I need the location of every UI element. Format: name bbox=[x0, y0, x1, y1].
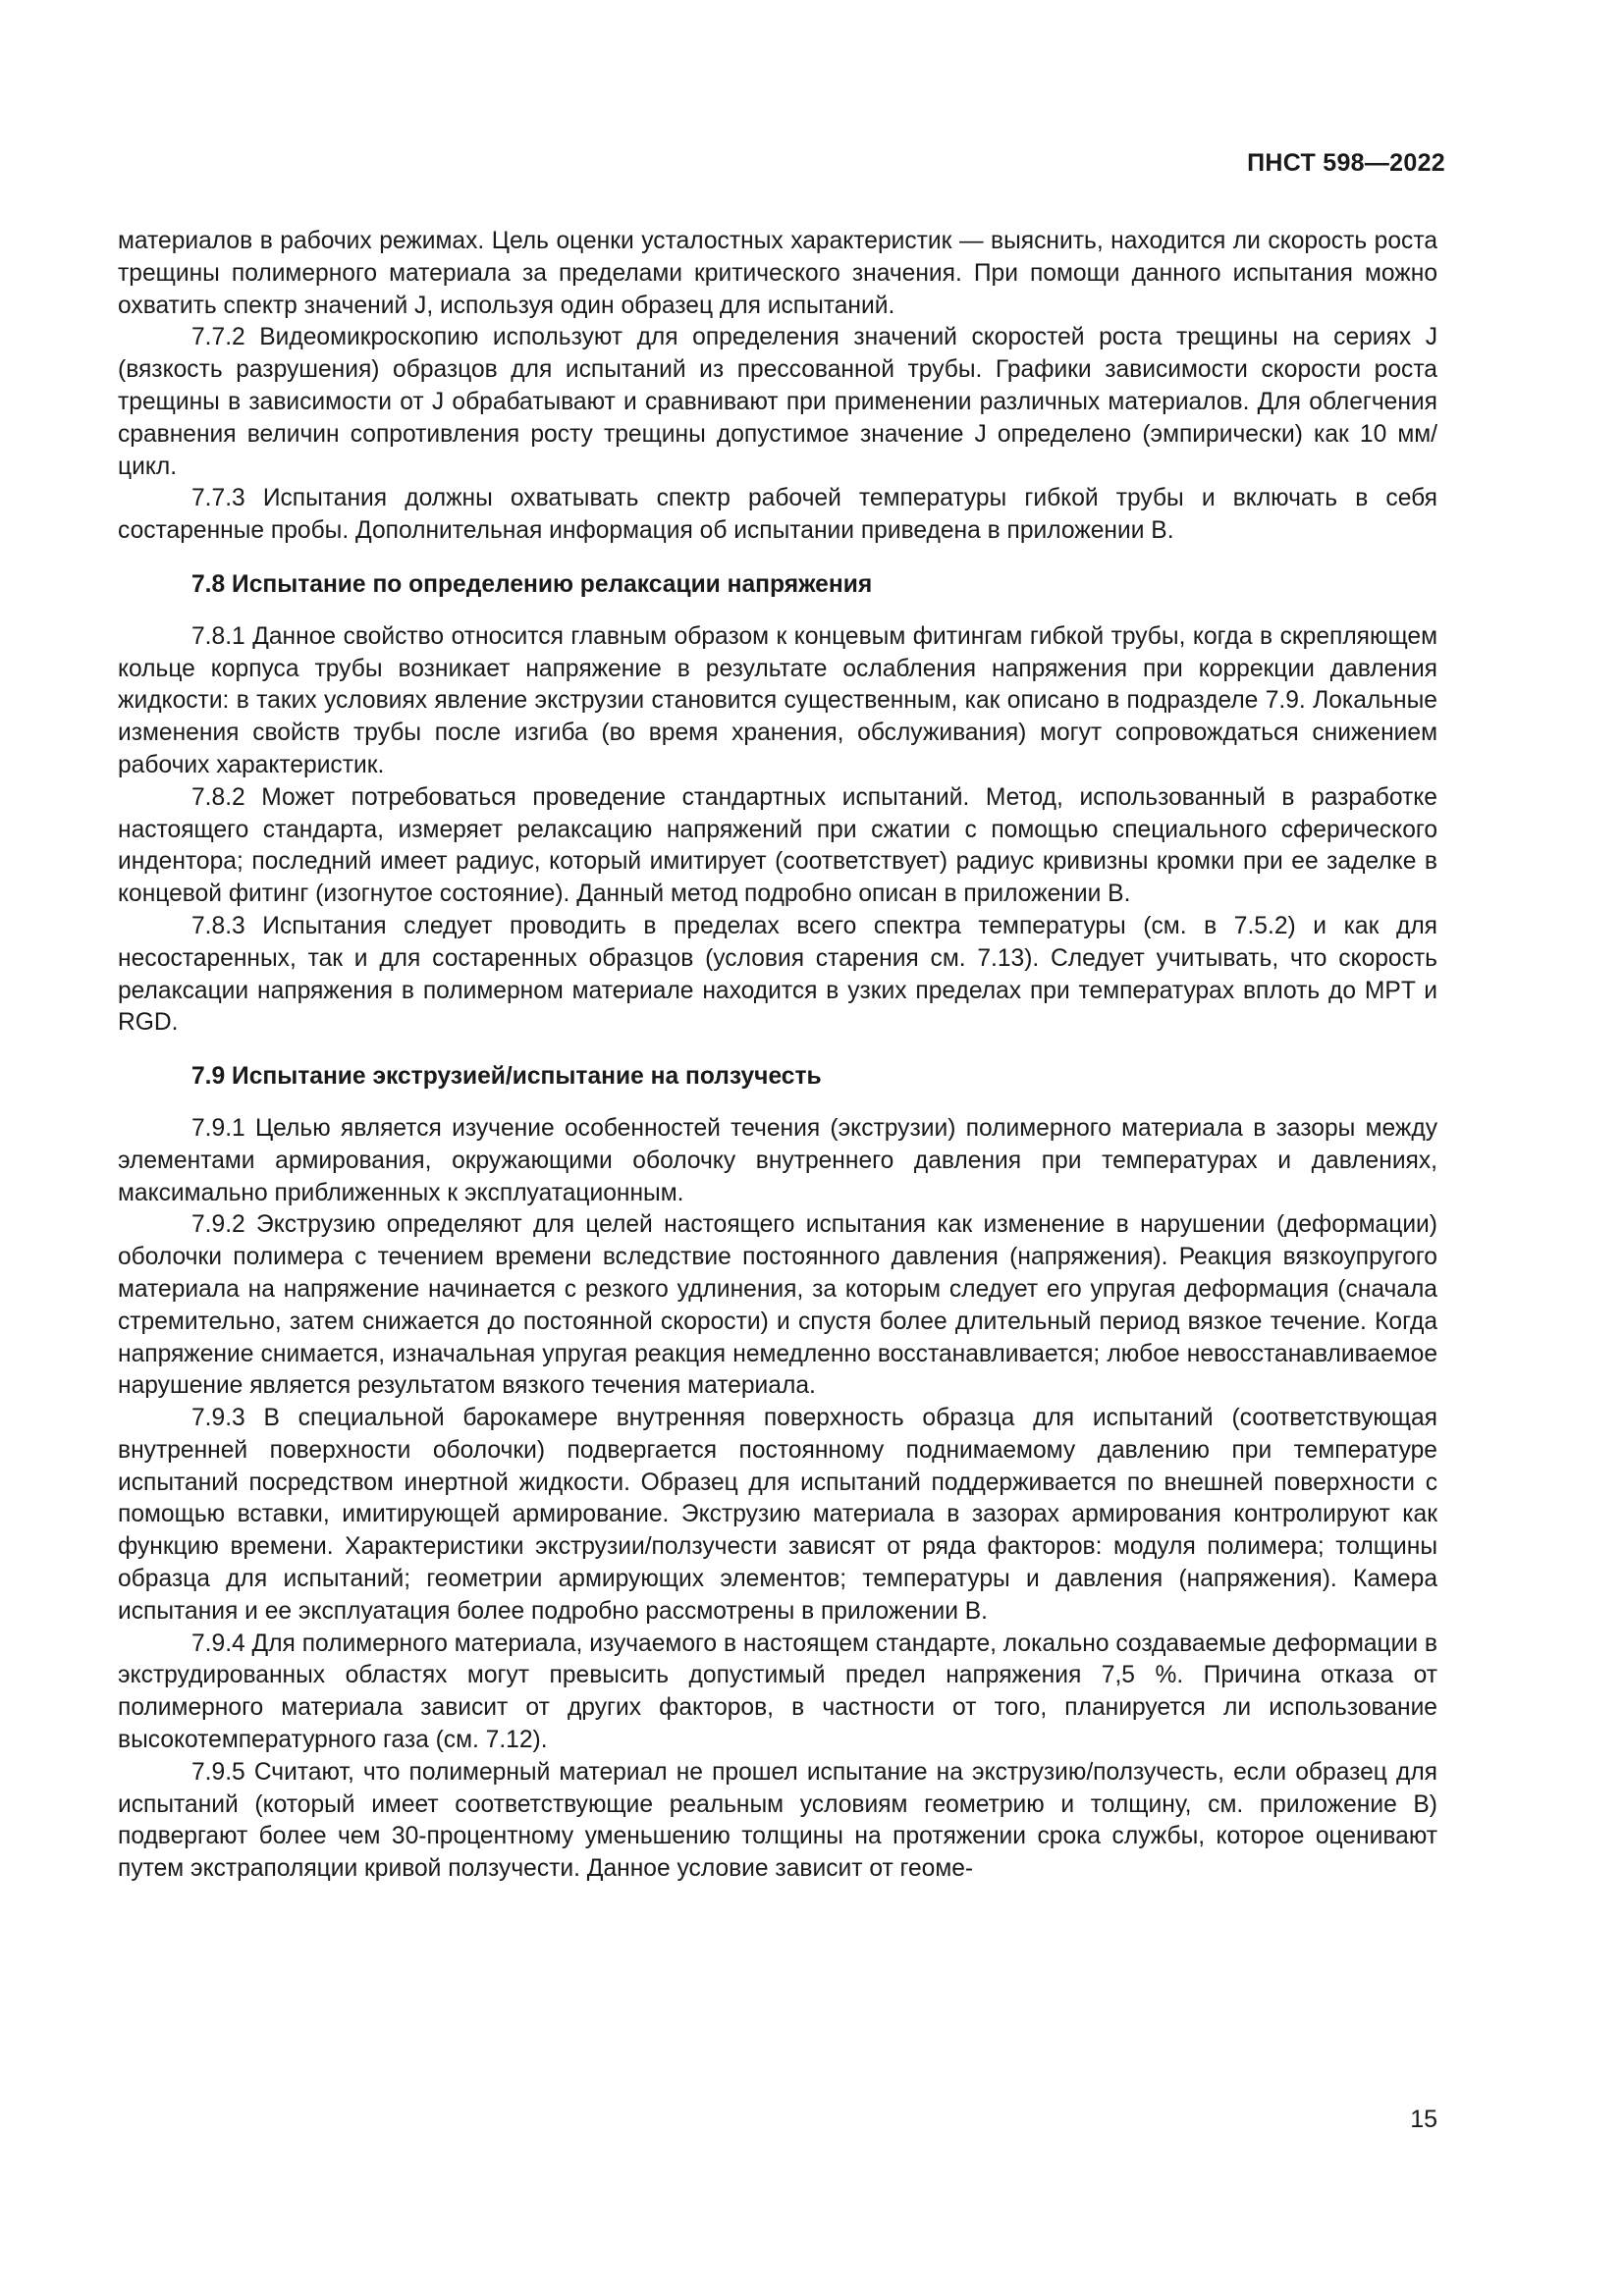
paragraph-7-7-3: 7.7.3 Испытания должны охватывать спектр рабочей температуры гибкой трубы и включать в себя состаренные пробы. Дополнительная информация об испытании приведена в приложении В. bbox=[118, 485, 1437, 545]
paragraph-7-9-3: 7.9.3 В специальной барокамере внутренняя поверхность образца для испытаний (соответствующая внутренней поверхности оболочки) подвергается постоянному поднимаемому давлению при температуре испытаний посредством инертной жидкости. Образец для испытаний поддерживается по внешней поверхности с помощью вставки, имитирующей армирование. Экструзию материала в зазорах армирования контролируют как функцию времени. Характеристики экструзии/ползучести зависят от ряда факторов: модуля полимера; толщины образца для испытаний; геометрии армирующих элементов; температуры и давления (напряжения). Камера испытания и ее эксплуатация более подробно рассмотрены в приложении В. bbox=[118, 1405, 1437, 1625]
paragraph-7-9-2: 7.9.2 Экструзию определяют для целей настоящего испытания как изменение в нарушении (деформации) оболочки полимера с течением времени вследствие постоянного давления (напряжения). Реакция вязкоупругого материала на напряжение начинается с резкого удлинения, за которым следует его упругая деформация (сначала стремительно, затем снижается до постоянной скорости) и спустя более длительный период вязкое течение. Когда напряжение снимается, изначальная упругая реакция немедленно восстанавливается; любое невосстанавливаемое нарушение является результатом вязкого течения материала. bbox=[118, 1211, 1437, 1400]
paragraph-7-9-5: 7.9.5 Считают, что полимерный материал не прошел испытание на экструзию/ползучесть, если образец для испытаний (который имеет соответствующие реальным условиям геометрию и толщину, см. приложение В) подвергают более чем 30-процентному уменьшению толщины на протяжении срока службы, которое оценивают путем экстраполяции кривой ползучести. Данное условие зависит от геоме- bbox=[118, 1758, 1437, 1883]
paragraph-7-8-2: 7.8.2 Может потребоваться проведение стандартных испытаний. Метод, использованный в разработке настоящего стандарта, измеряет релаксацию напряжений при сжатии с помощью специального сферического индентора; последний имеет радиус, который имитирует (соответствует) радиус кривизны кромки при ее заделке в концевой фитинг (изогнутое состояние). Данный метод подробно описан в приложении В. bbox=[118, 783, 1437, 908]
paragraph-7-8-1: 7.8.1 Данное свойство относится главным образом к концевым фитингам гибкой трубы, когда в скрепляющем кольце корпуса трубы возникает напряжение в результате ослабления напряжения при коррекции давления жидкости: в таких условиях явление экструзии становится существенным, как описано в подразделе 7.9. Локальные изменения свойств трубы после изгиба (во время хранения, обслуживания) могут сопровождаться снижением рабочих характеристик. bbox=[118, 622, 1437, 778]
section-heading-7-8: 7.8 Испытание по определению релаксации напряжения bbox=[191, 570, 873, 598]
paragraph-7-7-2: 7.7.2 Видеомикроскопию используют для определения значений скоростей роста трещины на сериях J (вязкость разрушения) образцов для испытаний из прессованной трубы. Графики зависимости скорости роста трещины в зависимости от J обрабатывают и сравнивают при применении различных материалов. Для облегчения сравнения величин сопротивления росту трещины допустимое значение J определено (эмпирически) как 10 мм/цикл. bbox=[118, 324, 1437, 480]
paragraph-7-9-4: 7.9.4 Для полимерного материала, изучаемого в настоящем стандарте, локально создаваемые деформации в экструдированных областях могут превысить допустимый предел напряжения 7,5 %. Причина отказа от полимерного материала зависит от других факторов, в частности от того, планируется ли использование высокотемпературного газа (см. 7.12). bbox=[118, 1629, 1437, 1754]
document-code-header: ПНСТ 598—2022 bbox=[1247, 149, 1445, 177]
page-number: 15 bbox=[1410, 2106, 1437, 2133]
paragraph-continuation: материалов в рабочих режимах. Цель оценки усталостных характеристик — выяснить, находится ли скорость роста трещины полимерного материала за пределами критического значения. При помощи данного испытания можно охватить спектр значений J, используя один образец для испытаний. bbox=[118, 228, 1437, 319]
document-body bbox=[118, 226, 1437, 1886]
paragraph-7-8-3: 7.8.3 Испытания следует проводить в пределах всего спектра температуры (см. в 7.5.2) и как для несостаренных, так и для состаренных образцов (условия старения см. 7.13). Следует учитывать, что скорость релаксации напряжения в полимерном материале находится в узких пределах при температурах вплоть до MPT и RGD. bbox=[118, 912, 1437, 1037]
section-heading-7-9: 7.9 Испытание экструзией/испытание на ползучесть bbox=[191, 1063, 822, 1091]
paragraph-7-9-1: 7.9.1 Целью является изучение особенностей течения (экструзии) полимерного материала в зазоры между элементами армирования, окружающими оболочку внутреннего давления при температурах и давлениях, максимально приближенных к эксплуатационным. bbox=[118, 1114, 1437, 1206]
